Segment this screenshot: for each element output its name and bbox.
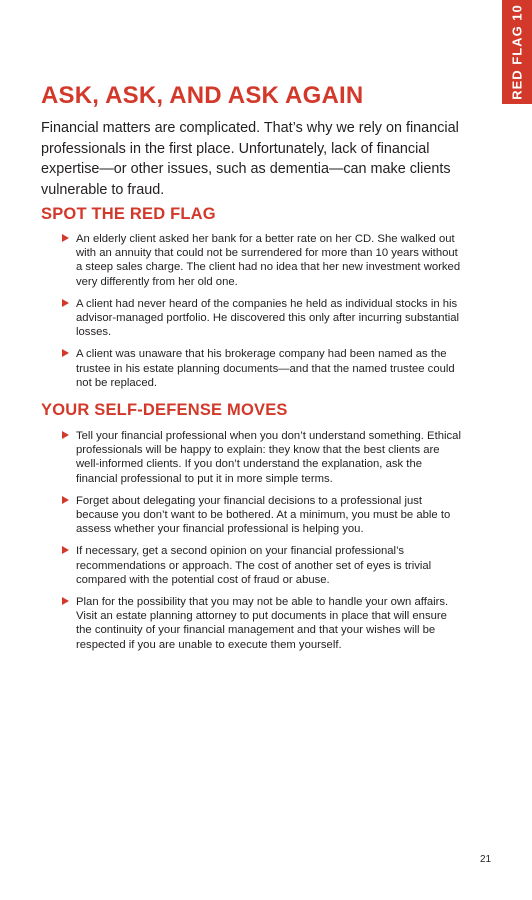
list-item: [62, 297, 462, 340]
triangle-bullet-icon: [62, 496, 69, 504]
list-item: [62, 494, 462, 537]
red-flag-tab: [502, 0, 532, 104]
self-defense-heading: YOUR SELF-DEFENSE MOVES: [41, 401, 288, 419]
triangle-bullet-icon: [62, 299, 69, 307]
bullet-text: Tell your financial professional when you don’t understand something. Ethical professionals will be happy to explain: they know that the best clients are well-informed clients. If you don’t understand the explanation, ask the financial professional to put it in more simple terms.: [76, 430, 461, 485]
intro-paragraph: Financial matters are complicated. That’s why we rely on financial professionals in the first place. Unfortunately, lack of financial expertise—or other issues, such as dementia—can make clients vulnerable to fraud.: [41, 120, 459, 198]
bullet-text: An elderly client asked her bank for a better rate on her CD. She walked out with an annuity that could not be surrendered for more than 10 years without a steep sales charge. The client had no idea that her new investment worked very differently from her old one.: [76, 233, 461, 288]
bullet-text: Plan for the possibility that you may not be able to handle your own affairs. Visit an estate planning attorney to put documents in place that will ensure the continuity of your financial management and that your wishes will be respected if you are unable to execute them yourself.: [76, 596, 449, 651]
spot-red-flag-list: [62, 232, 462, 398]
list-item: [62, 347, 462, 390]
page-title: ASK, ASK, AND ASK AGAIN: [41, 82, 364, 109]
list-item: [62, 595, 462, 652]
triangle-bullet-icon: [62, 431, 69, 439]
bullet-text: Forget about delegating your financial decisions to a professional just because you don’t want to be bothered. At a minimum, you must be able to assess whether your financial professional is helping you.: [76, 494, 451, 536]
triangle-bullet-icon: [62, 546, 69, 554]
list-item: [62, 429, 462, 486]
bullet-text: A client was unaware that his brokerage company had been named as the trustee in his estate planning documents—and that the named trustee could not be replaced.: [76, 348, 455, 389]
list-item: [62, 544, 462, 587]
triangle-bullet-icon: [62, 349, 69, 357]
list-item: [62, 232, 462, 289]
bullet-text: A client had never heard of the companies he held as individual stocks in his advisor-managed portfolio. He discovered this only after incurring substantial losses.: [76, 297, 460, 339]
triangle-bullet-icon: [62, 597, 69, 605]
self-defense-list: [62, 429, 462, 660]
page-number: 21: [480, 854, 492, 865]
spot-red-flag-heading: SPOT THE RED FLAG: [41, 205, 216, 223]
triangle-bullet-icon: [62, 234, 69, 242]
red-flag-tab-label: RED FLAG 10: [509, 4, 525, 100]
bullet-text: If necessary, get a second opinion on your financial professional’s recommendations or approach. The cost of another set of eyes is trivial compared with the potential cost of fraud or abuse.: [76, 545, 432, 586]
